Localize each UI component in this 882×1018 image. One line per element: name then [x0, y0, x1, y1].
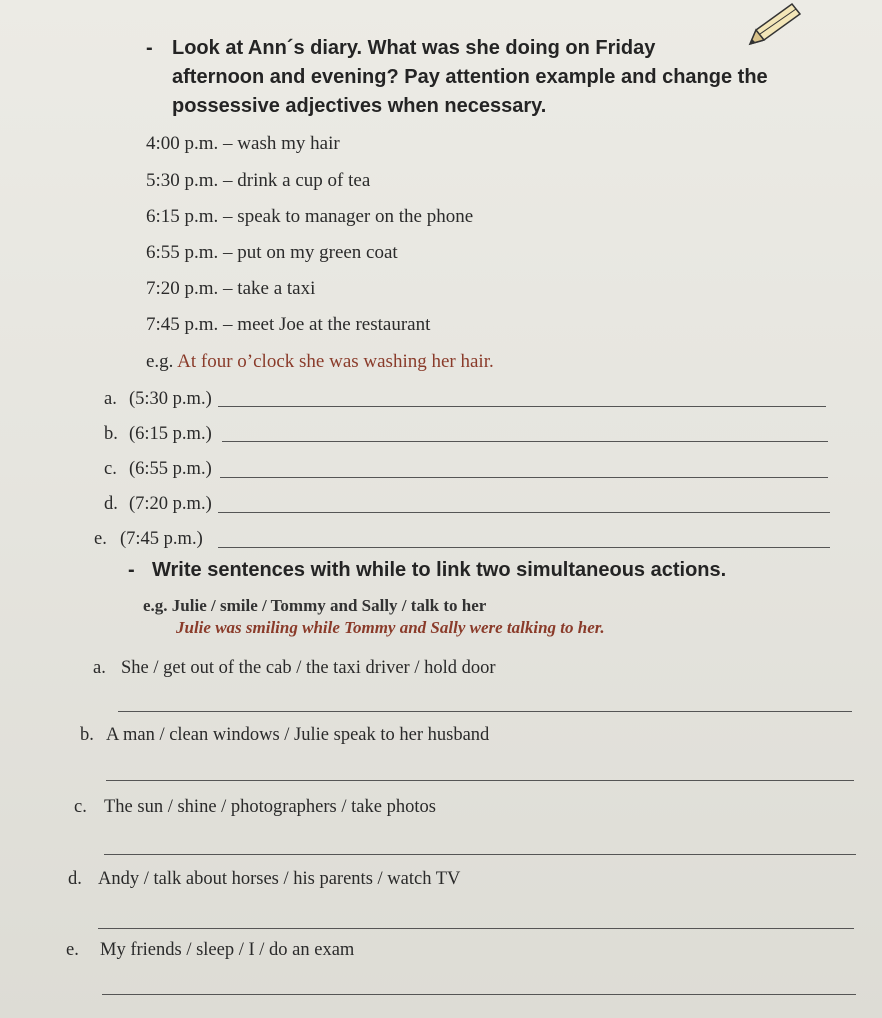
- item-time: (5:30 p.m.): [129, 389, 212, 409]
- item-time: (6:55 p.m.): [129, 459, 212, 479]
- task-prompt: My friends / sleep / I / do an exam: [100, 940, 355, 960]
- example-2-answer: Julie was smiling while Tommy and Sally were talking to her.: [176, 618, 605, 637]
- task-letter: c.: [74, 797, 87, 817]
- exercise1-instruction-line1: Look at Ann´s diary. What was she doing on Friday: [172, 37, 656, 59]
- task-letter: a.: [93, 658, 106, 678]
- diary-entry: 5:30 p.m. – drink a cup of tea: [146, 170, 371, 191]
- diary-entry: 7:20 p.m. – take a taxi: [146, 278, 316, 299]
- example-1-sentence: At four o’clock she was washing her hair.: [177, 351, 494, 372]
- exercise2-bullet: -: [128, 559, 135, 581]
- item-letter: d.: [104, 494, 118, 514]
- task-letter: b.: [80, 725, 94, 745]
- exercise1-bullet: -: [146, 37, 153, 59]
- answer-line[interactable]: [218, 512, 830, 513]
- answer-line[interactable]: [218, 547, 830, 548]
- task-prompt: Andy / talk about horses / his parents / watch TV: [98, 869, 461, 889]
- task-letter: d.: [68, 869, 82, 889]
- exercise1-instruction-line2: afternoon and evening? Pay attention example and change the: [172, 66, 768, 88]
- item-letter: a.: [104, 389, 117, 409]
- answer-line[interactable]: [104, 854, 856, 855]
- item-time: (6:15 p.m.): [129, 424, 212, 444]
- item-letter: b.: [104, 424, 118, 444]
- example-1-prefix: e.g.: [146, 351, 174, 372]
- answer-line[interactable]: [102, 994, 856, 995]
- exercise2-instruction: Write sentences with while to link two simultaneous actions.: [152, 559, 727, 581]
- item-letter: c.: [104, 459, 117, 479]
- diary-entry: 6:15 p.m. – speak to manager on the phone: [146, 206, 474, 227]
- diary-entry: 7:45 p.m. – meet Joe at the restaurant: [146, 314, 431, 335]
- diary-entry: 6:55 p.m. – put on my green coat: [146, 242, 398, 263]
- answer-line[interactable]: [98, 928, 854, 929]
- item-time: (7:20 p.m.): [129, 494, 212, 514]
- answer-line[interactable]: [118, 711, 852, 712]
- item-time: (7:45 p.m.): [120, 529, 203, 549]
- answer-line[interactable]: [222, 441, 828, 442]
- task-letter: e.: [66, 940, 79, 960]
- answer-line[interactable]: [218, 406, 826, 407]
- item-letter: e.: [94, 529, 107, 549]
- exercise1-instruction-line3: possessive adjectives when necessary.: [172, 95, 547, 117]
- task-prompt: She / get out of the cab / the taxi driver / hold door: [121, 658, 496, 678]
- diary-entry: 4:00 p.m. – wash my hair: [146, 133, 340, 154]
- example-2-prompt: e.g. Julie / smile / Tommy and Sally / talk to her: [143, 596, 487, 615]
- task-prompt: A man / clean windows / Julie speak to her husband: [106, 725, 490, 745]
- pencil-icon: [746, 0, 806, 50]
- answer-line[interactable]: [220, 477, 828, 478]
- example-1: [146, 351, 494, 373]
- task-prompt: The sun / shine / photographers / take photos: [104, 797, 436, 817]
- answer-line[interactable]: [106, 780, 854, 781]
